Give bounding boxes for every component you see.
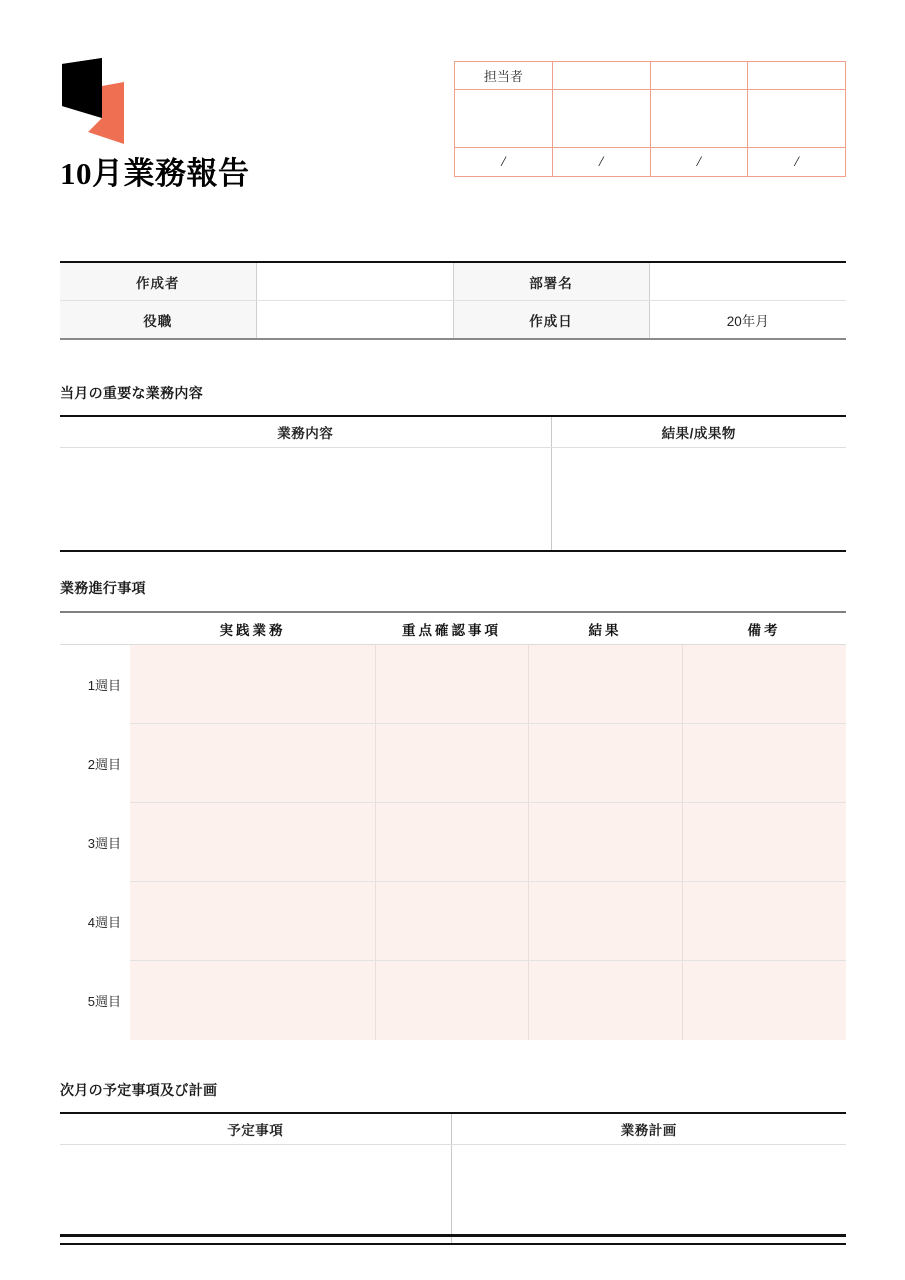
table-header-row xyxy=(60,416,846,448)
cell-week-1-checks[interactable] xyxy=(375,645,528,724)
approval-header-cell-4[interactable] xyxy=(748,62,846,90)
info-value-department[interactable] xyxy=(649,262,846,301)
bottom-rule xyxy=(60,1234,846,1237)
table-header-row xyxy=(60,612,846,645)
next-month-plan-table xyxy=(60,1112,846,1245)
approval-date-cell-2[interactable]: / xyxy=(552,148,650,177)
section-heading-progress: 業務進行事項 xyxy=(60,580,146,596)
cell-week-1-remarks[interactable] xyxy=(682,645,846,724)
table-row xyxy=(60,262,846,301)
cell-week-3-practice[interactable] xyxy=(130,803,375,882)
cell-week-5-checks[interactable] xyxy=(375,961,528,1040)
section-heading-next-month: 次月の予定事項及び計画 xyxy=(60,1082,218,1098)
approval-date-row xyxy=(455,148,846,177)
cell-week-1-result[interactable] xyxy=(528,645,682,724)
bottom-column-divider xyxy=(451,1210,452,1234)
cell-week-4-practice[interactable] xyxy=(130,882,375,961)
table-row xyxy=(60,882,846,961)
approval-stamp-cell-3[interactable] xyxy=(650,90,748,148)
approval-date-cell-3[interactable]: / xyxy=(650,148,748,177)
table-row xyxy=(60,301,846,340)
row-label-week-1: 1週目 xyxy=(60,645,130,724)
cell-planned-items[interactable] xyxy=(60,1145,451,1245)
approval-header-cell-3[interactable] xyxy=(650,62,748,90)
column-header-week xyxy=(60,612,130,645)
cell-week-4-remarks[interactable] xyxy=(682,882,846,961)
row-label-week-3: 3週目 xyxy=(60,803,130,882)
info-label-department: 部署名 xyxy=(453,262,649,301)
column-header-planned-items: 予定事項 xyxy=(60,1113,451,1145)
weekly-progress-table xyxy=(60,611,846,1040)
cell-week-1-practice[interactable] xyxy=(130,645,375,724)
info-label-author: 作成者 xyxy=(60,262,256,301)
page-title: 10月業務報告 xyxy=(60,156,250,191)
company-logo xyxy=(58,56,140,148)
row-label-week-5: 5週目 xyxy=(60,961,130,1040)
info-value-created-date[interactable]: 20年月 xyxy=(649,301,846,340)
important-tasks-table xyxy=(60,415,846,552)
approval-date-cell-1[interactable]: / xyxy=(455,148,553,177)
row-label-week-4: 4週目 xyxy=(60,882,130,961)
cell-week-2-remarks[interactable] xyxy=(682,724,846,803)
cell-week-2-result[interactable] xyxy=(528,724,682,803)
approval-stamp-cell-4[interactable] xyxy=(748,90,846,148)
approval-stamp-table xyxy=(454,61,846,177)
table-row xyxy=(60,1145,846,1245)
column-header-key-checks: 重点確認事項 xyxy=(375,612,528,645)
column-header-practice-task: 実践業務 xyxy=(130,612,375,645)
cell-week-3-result[interactable] xyxy=(528,803,682,882)
cell-work-plan[interactable] xyxy=(451,1145,846,1245)
info-label-created-date: 作成日 xyxy=(453,301,649,340)
table-row xyxy=(60,803,846,882)
column-header-result: 結果 xyxy=(528,612,682,645)
approval-header-row xyxy=(455,62,846,90)
info-value-position[interactable] xyxy=(256,301,453,340)
cell-week-5-result[interactable] xyxy=(528,961,682,1040)
cell-week-4-result[interactable] xyxy=(528,882,682,961)
cell-week-5-practice[interactable] xyxy=(130,961,375,1040)
approval-stamp-cell-2[interactable] xyxy=(552,90,650,148)
cell-week-4-checks[interactable] xyxy=(375,882,528,961)
cell-task-result[interactable] xyxy=(551,448,846,552)
table-header-row xyxy=(60,1113,846,1145)
table-row xyxy=(60,448,846,552)
column-header-task-content: 業務内容 xyxy=(60,416,551,448)
column-header-work-plan: 業務計画 xyxy=(451,1113,846,1145)
column-header-task-result: 結果/成果物 xyxy=(551,416,846,448)
cell-week-5-remarks[interactable] xyxy=(682,961,846,1040)
approval-stamp-row xyxy=(455,90,846,148)
table-row xyxy=(60,961,846,1040)
cell-week-3-checks[interactable] xyxy=(375,803,528,882)
info-label-position: 役職 xyxy=(60,301,256,340)
approval-label-cell: 担当者 xyxy=(455,62,553,90)
document-info-table xyxy=(60,261,846,340)
cell-week-2-practice[interactable] xyxy=(130,724,375,803)
column-header-remarks: 備考 xyxy=(682,612,846,645)
info-value-author[interactable] xyxy=(256,262,453,301)
cell-week-2-checks[interactable] xyxy=(375,724,528,803)
approval-date-cell-4[interactable]: / xyxy=(748,148,846,177)
cell-week-3-remarks[interactable] xyxy=(682,803,846,882)
table-row xyxy=(60,724,846,803)
cell-task-content[interactable] xyxy=(60,448,551,552)
row-label-week-2: 2週目 xyxy=(60,724,130,803)
approval-header-cell-2[interactable] xyxy=(552,62,650,90)
table-row xyxy=(60,645,846,724)
section-heading-important-tasks: 当月の重要な業務内容 xyxy=(60,385,203,401)
approval-stamp-cell-1[interactable] xyxy=(455,90,553,148)
